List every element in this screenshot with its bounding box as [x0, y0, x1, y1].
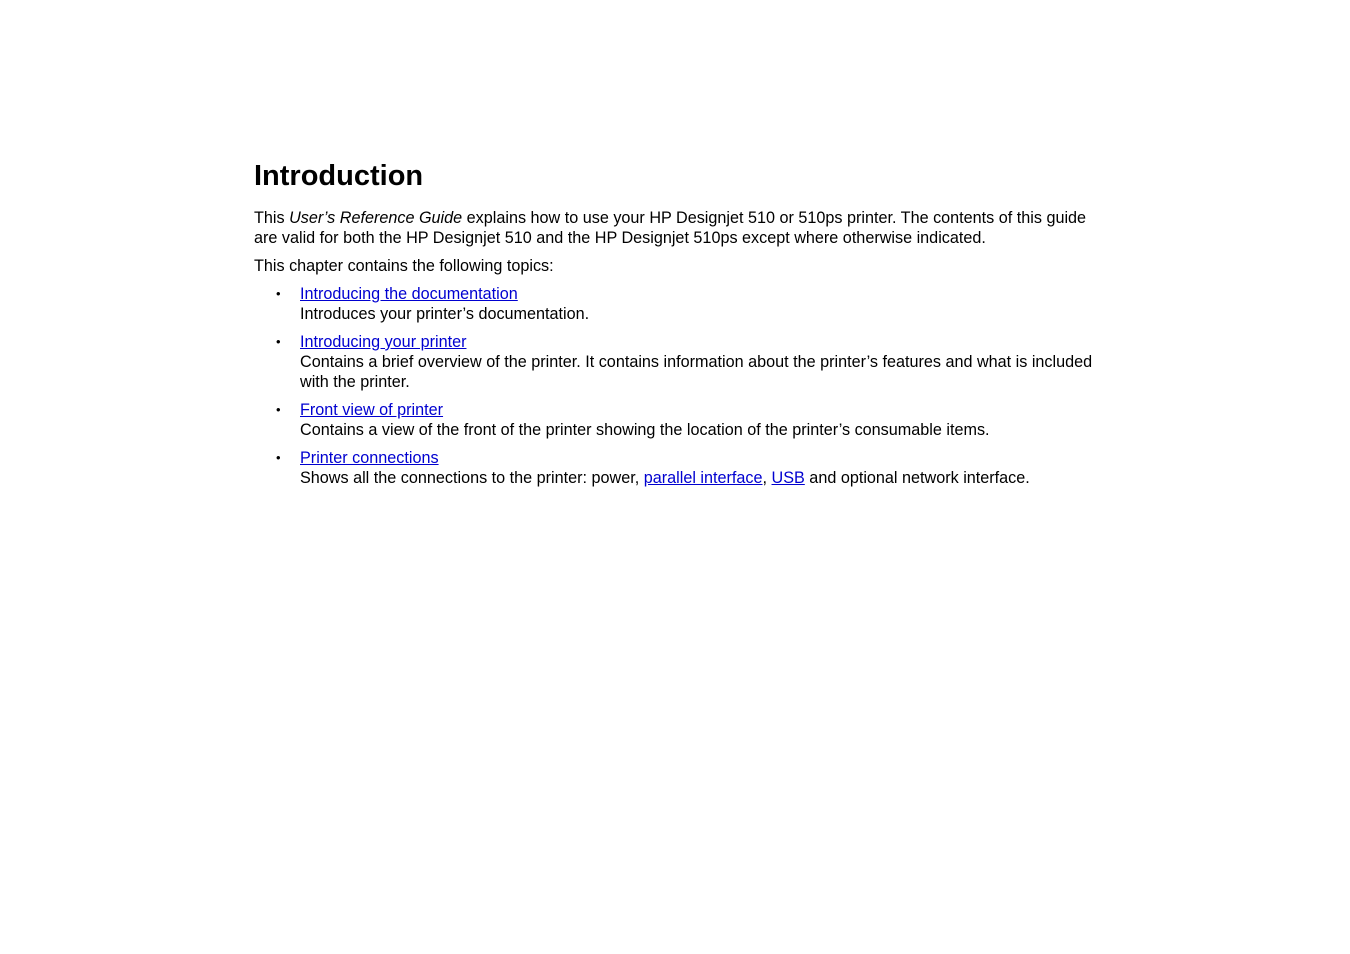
link-introducing-documentation[interactable]: Introducing the documentation [300, 285, 518, 303]
bullet-icon: • [276, 286, 281, 301]
intro-text-post: explains how to use your HP Designjet 510 or 510ps printer. The contents of this guide are valid for both the HP Designjet 510 and the HP Designjet 510ps except where otherwise indicated. [254, 209, 1087, 247]
bullet-icon: • [276, 450, 281, 465]
document-page [254, 158, 1094, 496]
connections-separator: , [762, 469, 772, 487]
connections-text-pre: Shows all the connections to the printer: power, [300, 469, 644, 487]
connections-text-post: and optional network interface. [804, 469, 1030, 487]
link-introducing-printer[interactable]: Introducing your printer [300, 333, 467, 351]
topic-description: Contains a brief overview of the printer. It contains information about the printer’s features and what is included with the printer. [300, 353, 1093, 391]
topic-description: Introduces your printer’s documentation. [300, 305, 590, 323]
intro-paragraph [254, 208, 1094, 248]
list-item [254, 332, 1094, 392]
list-item [254, 284, 1094, 324]
bullet-icon: • [276, 334, 281, 349]
page-title: Introduction [254, 160, 424, 192]
intro-text-pre: This [254, 209, 290, 227]
topics-lead: This chapter contains the following topics: [254, 257, 554, 275]
list-item [254, 448, 1094, 488]
link-front-view[interactable]: Front view of printer [300, 401, 444, 419]
list-item [254, 400, 1094, 440]
topic-description [300, 468, 1094, 488]
topic-description: Contains a view of the front of the printer showing the location of the printer’s consumable items. [300, 421, 990, 439]
guide-title-italic: User’s Reference Guide [289, 209, 463, 227]
link-printer-connections[interactable]: Printer connections [300, 449, 439, 467]
topics-list [254, 284, 1094, 488]
link-usb[interactable]: USB [771, 469, 805, 487]
link-parallel-interface[interactable]: parallel interface [643, 469, 763, 487]
bullet-icon: • [276, 402, 281, 417]
